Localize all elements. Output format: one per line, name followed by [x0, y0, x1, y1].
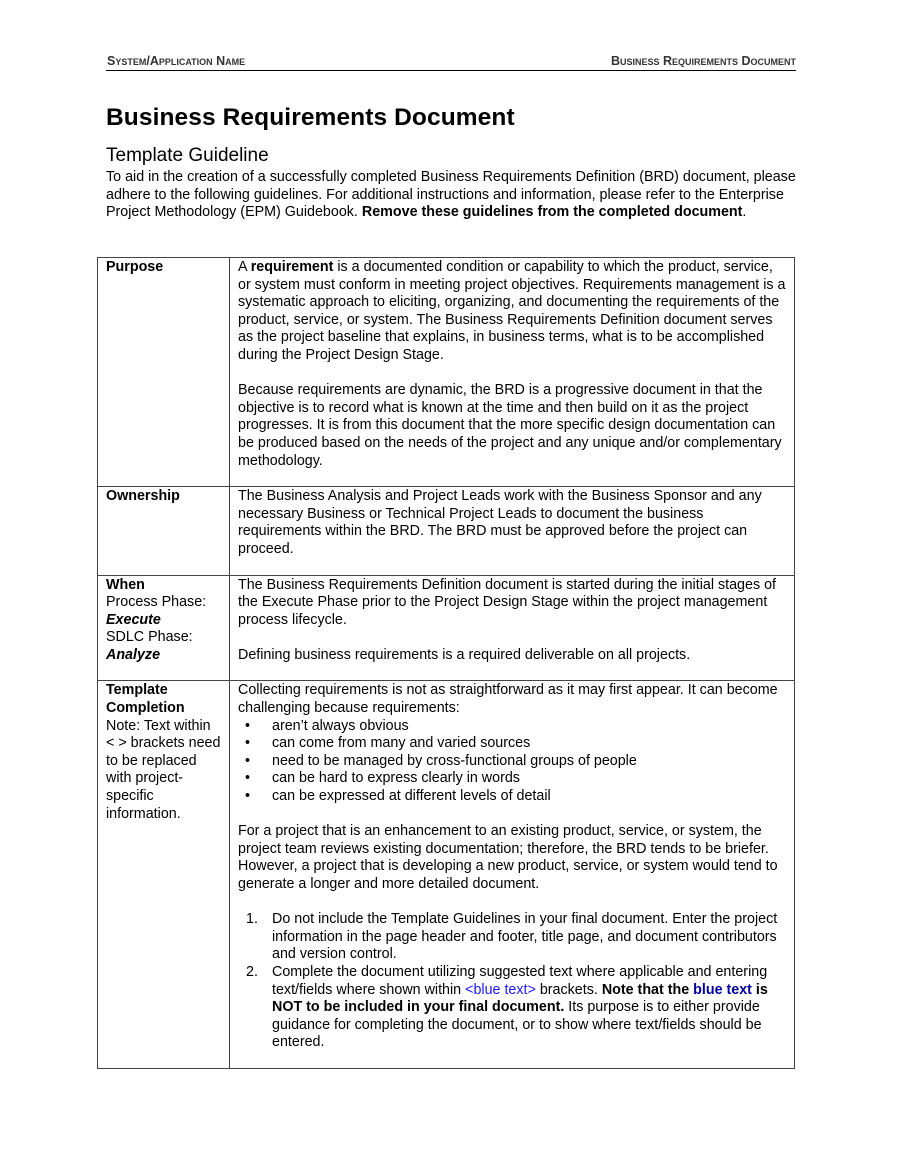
purpose-paragraph-1	[238, 259, 786, 365]
table-row-template-completion	[98, 681, 795, 1068]
step-item-1	[238, 911, 786, 964]
process-phase-value-text: Execute	[106, 611, 161, 628]
completion-intro: Collecting requirements is not as straightforward as it may first appear. It can become challenging because requirements:	[238, 682, 778, 717]
intro-paragraph	[106, 169, 796, 222]
sdlc-phase-value-text: Analyze	[106, 646, 161, 663]
completion-label-cell	[98, 681, 230, 1068]
list-item: • can be expressed at different levels of detail	[238, 788, 786, 806]
page-header	[106, 54, 796, 71]
purpose-text-a: A	[238, 259, 251, 275]
guideline-table	[97, 257, 795, 1069]
when-content-cell	[230, 575, 795, 681]
when-paragraph-1: The Business Requirements Definition document is started during the initial stages of the Execute Phase prior to the Project Design Stage within the project management process lifecycle.	[238, 576, 777, 628]
completion-content-cell	[230, 681, 795, 1068]
document-title: Business Requirements Document	[106, 104, 515, 131]
completion-note: Note: Text within < > brackets need to be replaced with project-specific information.	[106, 717, 221, 822]
ownership-label-cell	[98, 487, 230, 575]
completion-label-line-2: Completion	[106, 700, 185, 717]
header-document-name: Business Requirements Document	[610, 54, 796, 68]
intro-text: To aid in the creation of a successfully completed Business Requirements Definition (BRD) document, please adhere to the following guidelines. For additional instructions and information, please refer to the Enterprise Project Methodology (EPM) Guidebook.	[106, 169, 796, 221]
purpose-text-b: is a documented condition or capability to which the product, service, or system must conform in meeting project objectives. Requirements management is a systematic approach to eliciting, organizing, and documenting the requirements of the product, service, or system. The Business Requirements Definition document serves as the project baseline that explains, in business terms, what is to be accomplished during the Project Design Stage.	[238, 259, 786, 363]
step-number: 1.	[246, 911, 258, 928]
process-phase-label: Process Phase:	[106, 594, 207, 611]
purpose-content-cell	[230, 258, 795, 487]
intro-bold-text: Remove these guidelines from the completed document	[361, 204, 743, 221]
header-system-name: System/Application Name	[107, 54, 246, 68]
list-item: • need to be managed by cross-functional groups of people	[238, 753, 786, 771]
blue-text-placeholder: <blue text>	[465, 981, 536, 998]
step-item-2	[238, 964, 786, 1052]
table-row-when	[98, 575, 795, 681]
table-row-purpose	[98, 258, 795, 487]
purpose-label-cell	[98, 258, 230, 487]
completion-label-line-1: Template	[106, 682, 168, 699]
when-label-cell	[98, 575, 230, 681]
sdlc-phase-label: SDLC Phase:	[106, 629, 193, 646]
table-row-ownership	[98, 487, 795, 575]
list-item: • aren’t always obvious	[238, 718, 786, 736]
purpose-paragraph-2: Because requirements are dynamic, the BRD is a progressive document in that the objective is to record what is known at the time and then build on it as the project progresses. It is from this document that the more specific design documentation can be produced based on the needs of the project and any unique and/or complementary methodology.	[238, 382, 782, 469]
completion-steps-list	[238, 911, 786, 1052]
ownership-label: Ownership	[106, 488, 180, 505]
blue-text-label: blue text	[693, 981, 752, 998]
step-bold-b: is NOT to be included in your final document.	[272, 981, 768, 1016]
completion-paragraph-2: For a project that is an enhancement to an existing product, service, or system, the project team reviews existing documentation; therefore, the BRD tends to be briefer. However, a project that is developing a new product, service, or system would tend to generate a longer and more detailed document.	[238, 823, 778, 892]
list-item: • can come from many and varied sources	[238, 735, 786, 753]
process-phase-value	[106, 612, 221, 630]
step-text-c: Its purpose is to either provide guidance for completing the document, or to show where text/fields should be entered.	[272, 999, 762, 1051]
purpose-label: Purpose	[106, 259, 164, 275]
step-text: Do not include the Template Guidelines in your final document. Enter the project information in the page header and footer, title page, and document contributors and version control.	[272, 911, 778, 963]
when-paragraph-2: Defining business requirements is a required deliverable on all projects.	[238, 646, 691, 663]
step-text-a: Complete the document utilizing suggested text where applicable and entering text/fields where shown within	[272, 963, 768, 998]
step-bold-a: Note that the	[601, 981, 694, 998]
intro-end: .	[742, 204, 747, 221]
sdlc-phase-value	[106, 647, 221, 665]
ownership-content-cell	[230, 487, 795, 575]
ownership-paragraph: The Business Analysis and Project Leads work with the Business Sponsor and any necessary Business or Technical Project Leads to document the business requirements within the BRD. The BRD must be approved before the project can proceed.	[238, 488, 762, 557]
section-subtitle: Template Guideline	[106, 145, 269, 166]
step-number: 2.	[246, 963, 258, 980]
purpose-term-requirement: requirement	[250, 259, 334, 275]
step-text-b: brackets.	[535, 981, 602, 998]
list-item: • can be hard to express clearly in words	[238, 770, 786, 788]
when-label: When	[106, 576, 145, 593]
requirements-bullet-list	[238, 718, 786, 806]
